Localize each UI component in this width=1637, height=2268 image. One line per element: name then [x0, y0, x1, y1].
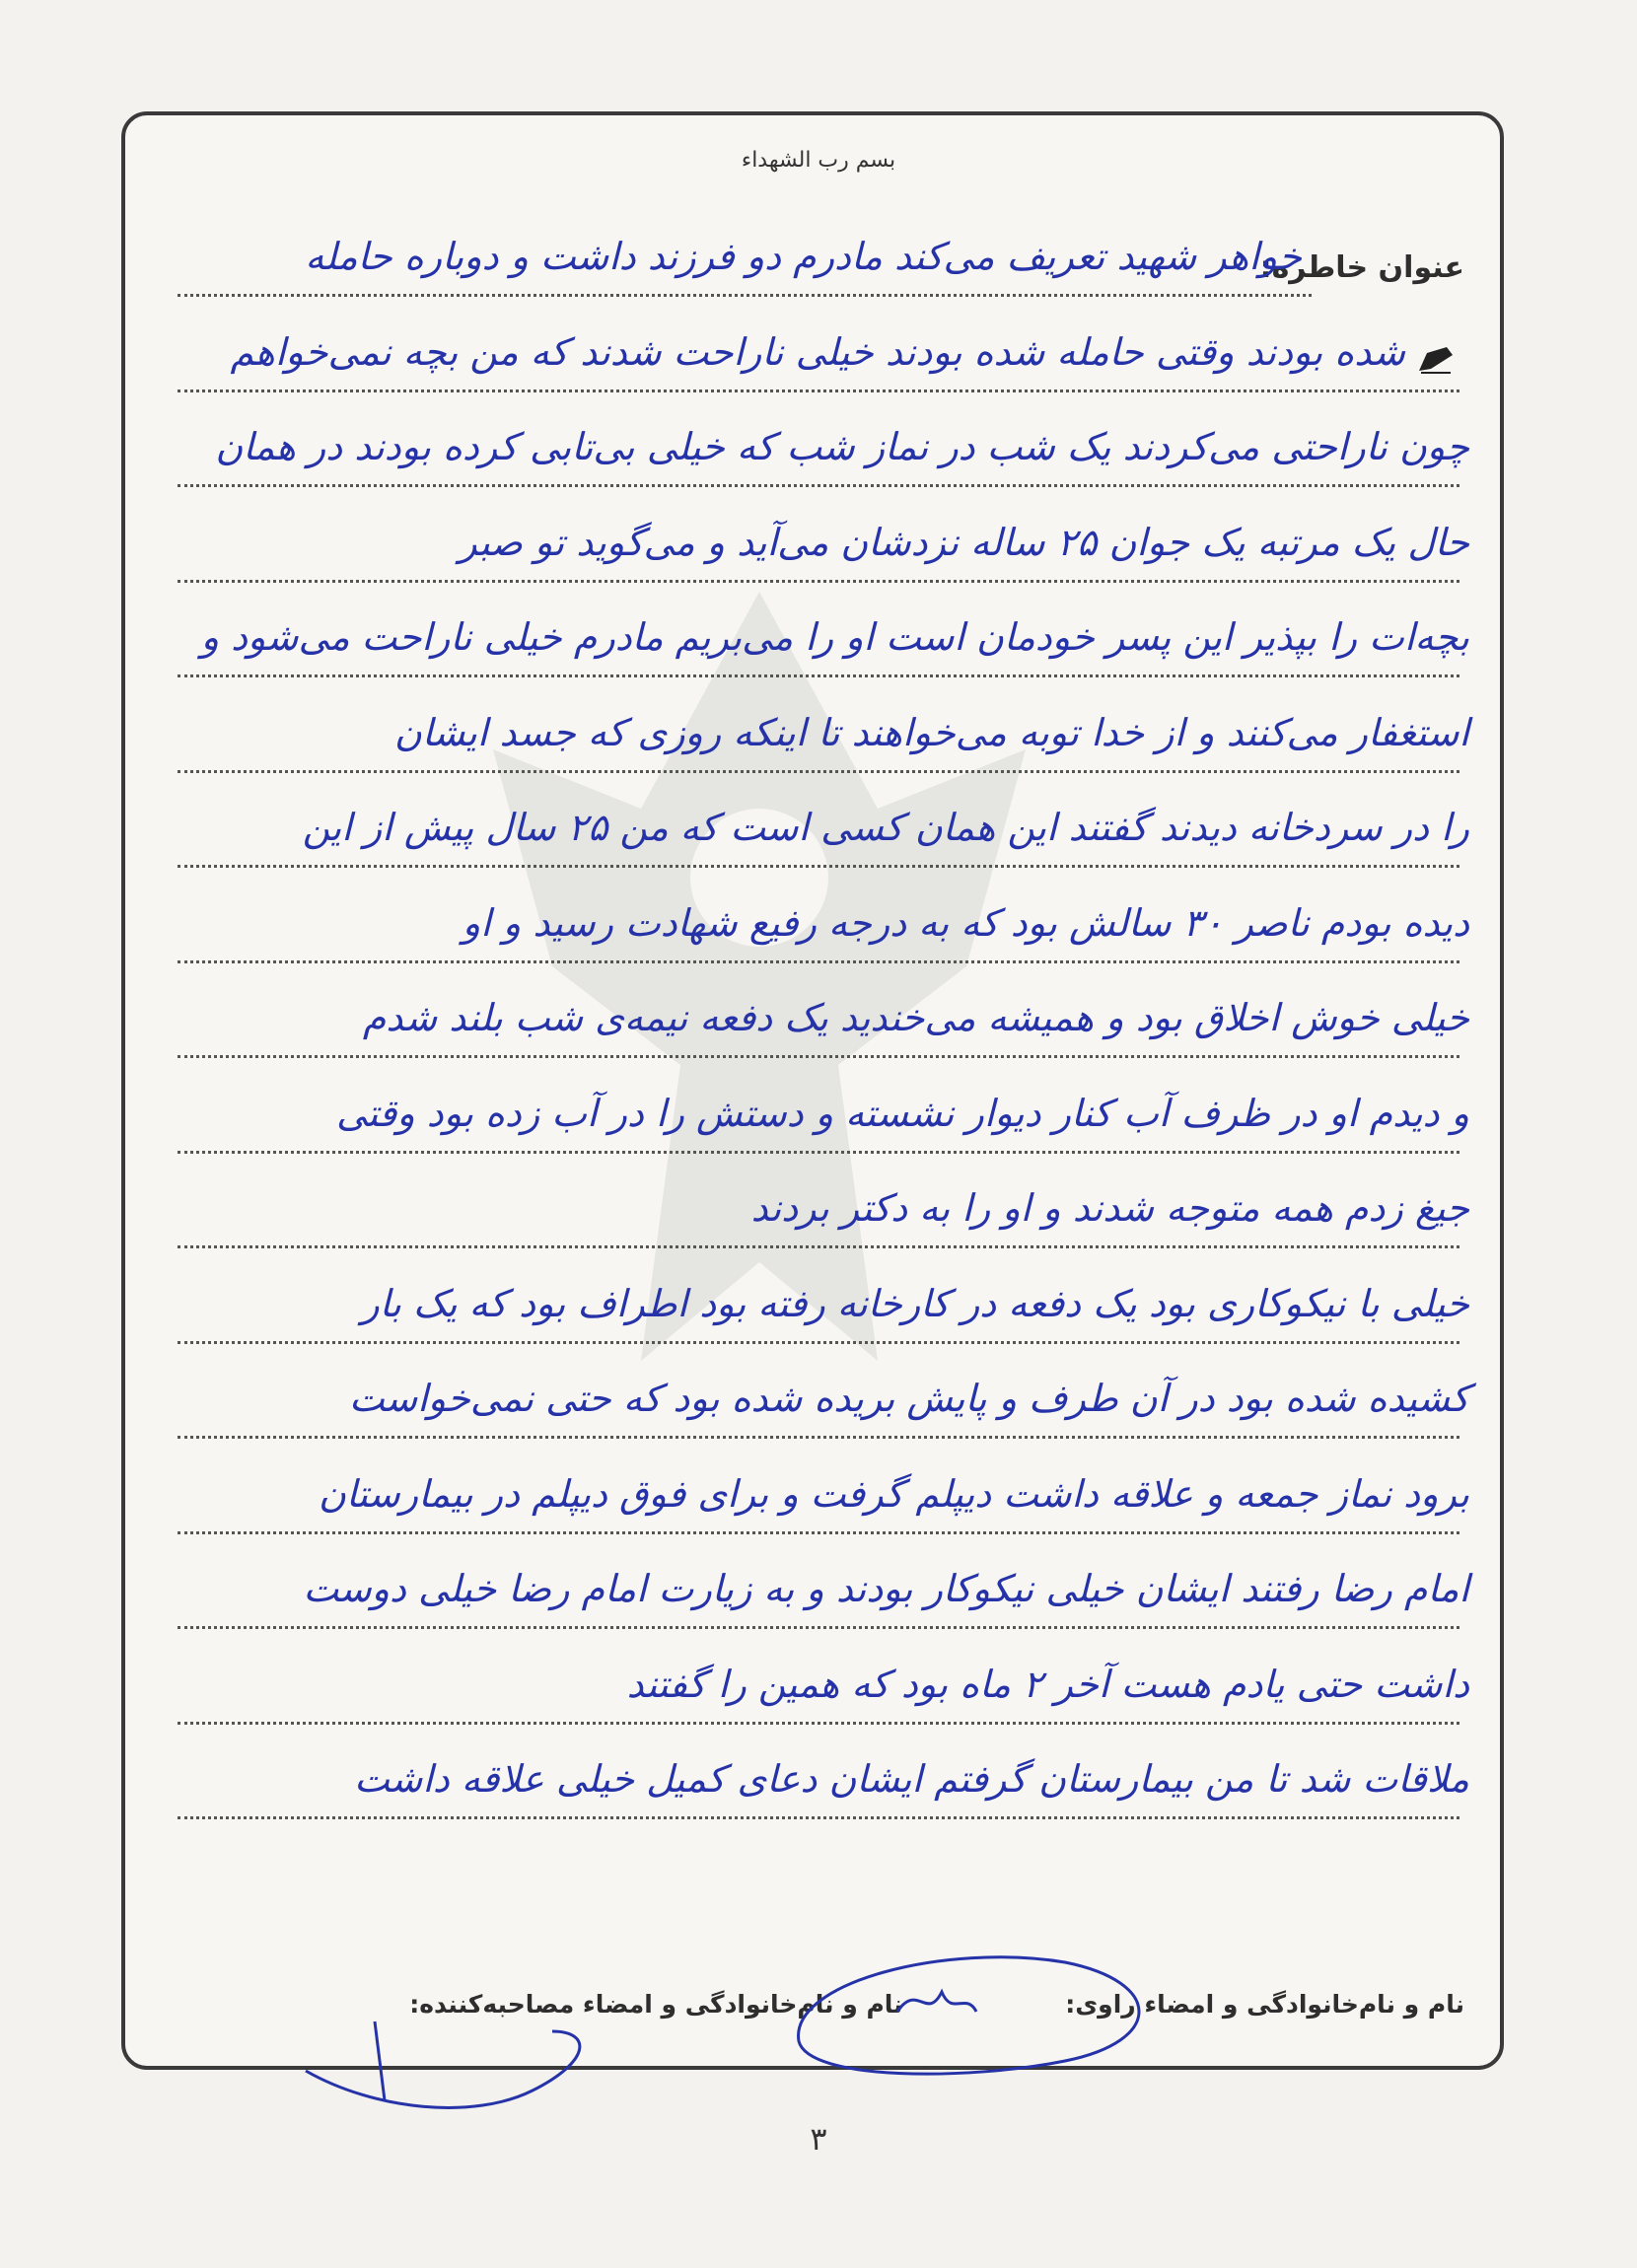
- handwritten-line: بچه‌ات را بپذیر این پسر خودمان است او را می‌بریم مادرم خیلی ناراحت می‌شود و: [200, 615, 1469, 659]
- handwritten-line: شده بودند وقتی حامله شده بودند خیلی ناراحت شدند که من بچه نمی‌خواهم: [230, 329, 1405, 374]
- dotted-rule: [178, 1245, 1459, 1248]
- pen-icon: [1417, 345, 1455, 375]
- handwritten-line: کشیده شده بود در آن طرف و پایش بریده شده بود که حتی نمی‌خواست: [349, 1377, 1469, 1420]
- handwritten-line: ملاقات شد تا من بیمارستان گرفتم ایشان دعای کمیل خیلی علاقه داشت: [354, 1757, 1469, 1801]
- dotted-rule: [178, 1055, 1459, 1058]
- handwritten-line: و دیدم او در ظرف آب کنار دیوار نشسته و دستش را در آب زده بود وقتی: [336, 1091, 1469, 1135]
- handwritten-line: داشت حتی یادم هست آخر ۲ ماه بود که همین را گفتند: [626, 1662, 1469, 1706]
- dotted-rule: [178, 770, 1459, 773]
- handwritten-line: جیغ زدم همه متوجه شدند و او را به دکتر بردند: [750, 1186, 1469, 1230]
- dotted-rule: [178, 484, 1459, 487]
- dotted-rule: [178, 865, 1459, 868]
- handwritten-line: را در سردخانه دیدند گفتند این همان کسی است که من ۲۵ سال پیش از این: [302, 806, 1469, 849]
- dotted-rule: [178, 960, 1459, 963]
- handwritten-line: حال یک مرتبه یک جوان ۲۵ ساله نزدشان می‌آید و می‌گوید تو صبر: [459, 520, 1469, 564]
- narrator-signature: [296, 2012, 651, 2120]
- memoir-title-label: عنوان خاطره:: [1259, 250, 1464, 285]
- dotted-rule: [178, 1816, 1459, 1819]
- basmala-heading: بسم رب الشهداء: [741, 148, 896, 173]
- interviewer-label: نام و نام‌خانوادگی و امضاء مصاحبه‌کننده:: [409, 1990, 903, 2019]
- handwritten-line: دیده بودم ناصر ۳۰ سالش بود که به درجه رفیع شهادت رسید و او: [462, 900, 1469, 945]
- dotted-rule: [178, 390, 1459, 392]
- dotted-rule: [178, 1151, 1459, 1154]
- handwritten-line: خیلی خوش اخلاق بود و همیشه می‌خندید یک دفعه نیمه‌ی شب بلند شدم: [362, 996, 1469, 1039]
- narrator-label: نام و نام‌خانوادگی و امضاء راوی:: [1065, 1990, 1464, 2019]
- dotted-rule: [178, 1436, 1459, 1439]
- dotted-rule: [178, 1722, 1459, 1725]
- dotted-rule: [178, 1626, 1459, 1629]
- dotted-rule: [178, 1531, 1459, 1534]
- page-number: ۳: [810, 2120, 827, 2158]
- interviewer-signature: [769, 1923, 1183, 2091]
- handwritten-line: استغفار می‌کنند و از خدا توبه می‌خواهند تا اینکه روزی که جسد ایشان: [393, 710, 1469, 754]
- dotted-rule: [178, 294, 1312, 297]
- dotted-rule: [178, 1341, 1459, 1344]
- handwritten-line: خیلی با نیکوکاری بود یک دفعه در کارخانه رفته بود اطراف بود که یک بار: [361, 1281, 1469, 1325]
- handwritten-line: چون ناراحتی می‌کردند یک شب در نماز شب که خیلی بی‌تابی کرده بودند در همان: [215, 425, 1469, 468]
- handwritten-line: امام رضا رفتند ایشان خیلی نیکوکار بودند و به زیارت امام رضا خیلی دوست: [303, 1567, 1469, 1610]
- dotted-rule: [178, 674, 1459, 677]
- dotted-rule: [178, 580, 1459, 583]
- handwritten-line: خواهر شهید تعریف می‌کند مادرم دو فرزند داشت و دوباره حامله: [305, 235, 1302, 278]
- handwritten-line: برود نماز جمعه و علاقه داشت دیپلم گرفت و برای فوق دیپلم در بیمارستان: [318, 1471, 1469, 1516]
